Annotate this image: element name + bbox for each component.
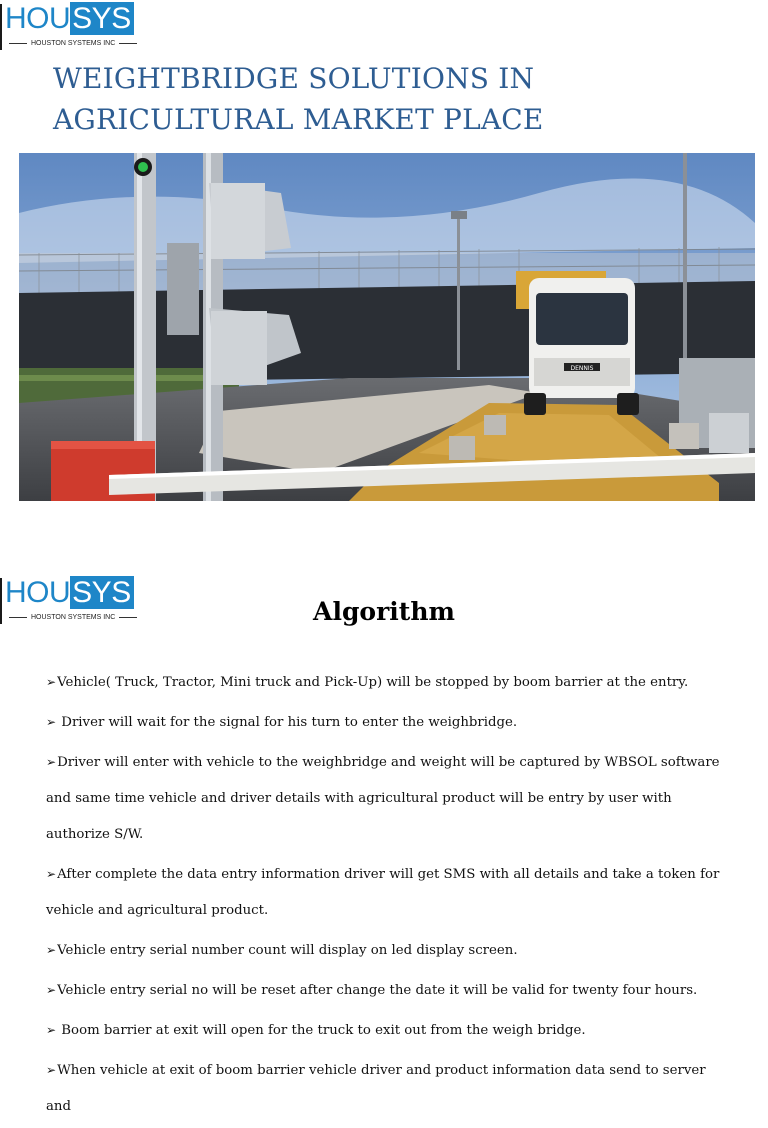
- logo-hou: HOU: [5, 576, 71, 609]
- arrow-bullet-icon: ➢: [46, 983, 57, 997]
- arrow-bullet-icon: ➢: [46, 1023, 57, 1037]
- list-item: ➢Vehicle( Truck, Tractor, Mini truck and Pick-Up) will be stopped by boom barrier at the entry.: [46, 675, 689, 690]
- logo-sys: SYS: [70, 2, 134, 35]
- page-title: [53, 58, 743, 140]
- list-item: ➢Driver will enter with vehicle to the weighbridge and weight will be captured by WBSOL software and same time vehicle and driver details with agricultural product will be entry by user with authorize S/W.: [46, 755, 720, 842]
- list-item: ➢Vehicle entry serial number count will display on led display screen.: [46, 943, 518, 958]
- logo-hou: HOU: [5, 2, 71, 35]
- arrow-bullet-icon: ➢: [46, 1063, 57, 1077]
- housys-logo-top: [0, 2, 145, 54]
- algorithm-steps: [46, 664, 726, 1128]
- logo-tagline: HOUSTON SYSTEMS INC: [31, 40, 116, 47]
- logo-sys: SYS: [70, 576, 134, 609]
- list-item: ➢Vehicle entry serial no will be reset after change the date it will be valid for twenty four hours.: [46, 983, 698, 998]
- weighbridge-photo: [19, 153, 755, 501]
- title-line-1: WEIGHTBRIDGE SOLUTIONS IN: [53, 62, 535, 95]
- list-item: ➢When vehicle at exit of boom barrier vehicle driver and product information data send to server and: [46, 1063, 706, 1114]
- arrow-bullet-icon: ➢: [46, 943, 57, 957]
- section-heading: Algorithm: [313, 597, 455, 626]
- logo-tagline: HOUSTON SYSTEMS INC: [31, 614, 116, 621]
- truck-plate: DENNIS: [570, 365, 594, 372]
- list-item: ➢ Boom barrier at exit will open for the truck to exit out from the weigh bridge.: [46, 1023, 586, 1038]
- title-line-2: AGRICULTURAL MARKET PLACE: [53, 103, 544, 136]
- arrow-bullet-icon: ➢: [46, 715, 57, 729]
- list-item: ➢After complete the data entry information driver will get SMS with all details and take a token for vehicle and agricultural product.: [46, 867, 720, 918]
- arrow-bullet-icon: ➢: [46, 867, 57, 881]
- list-item: ➢ Driver will wait for the signal for his turn to enter the weighbridge.: [46, 715, 518, 730]
- arrow-bullet-icon: ➢: [46, 755, 57, 769]
- arrow-bullet-icon: ➢: [46, 675, 57, 689]
